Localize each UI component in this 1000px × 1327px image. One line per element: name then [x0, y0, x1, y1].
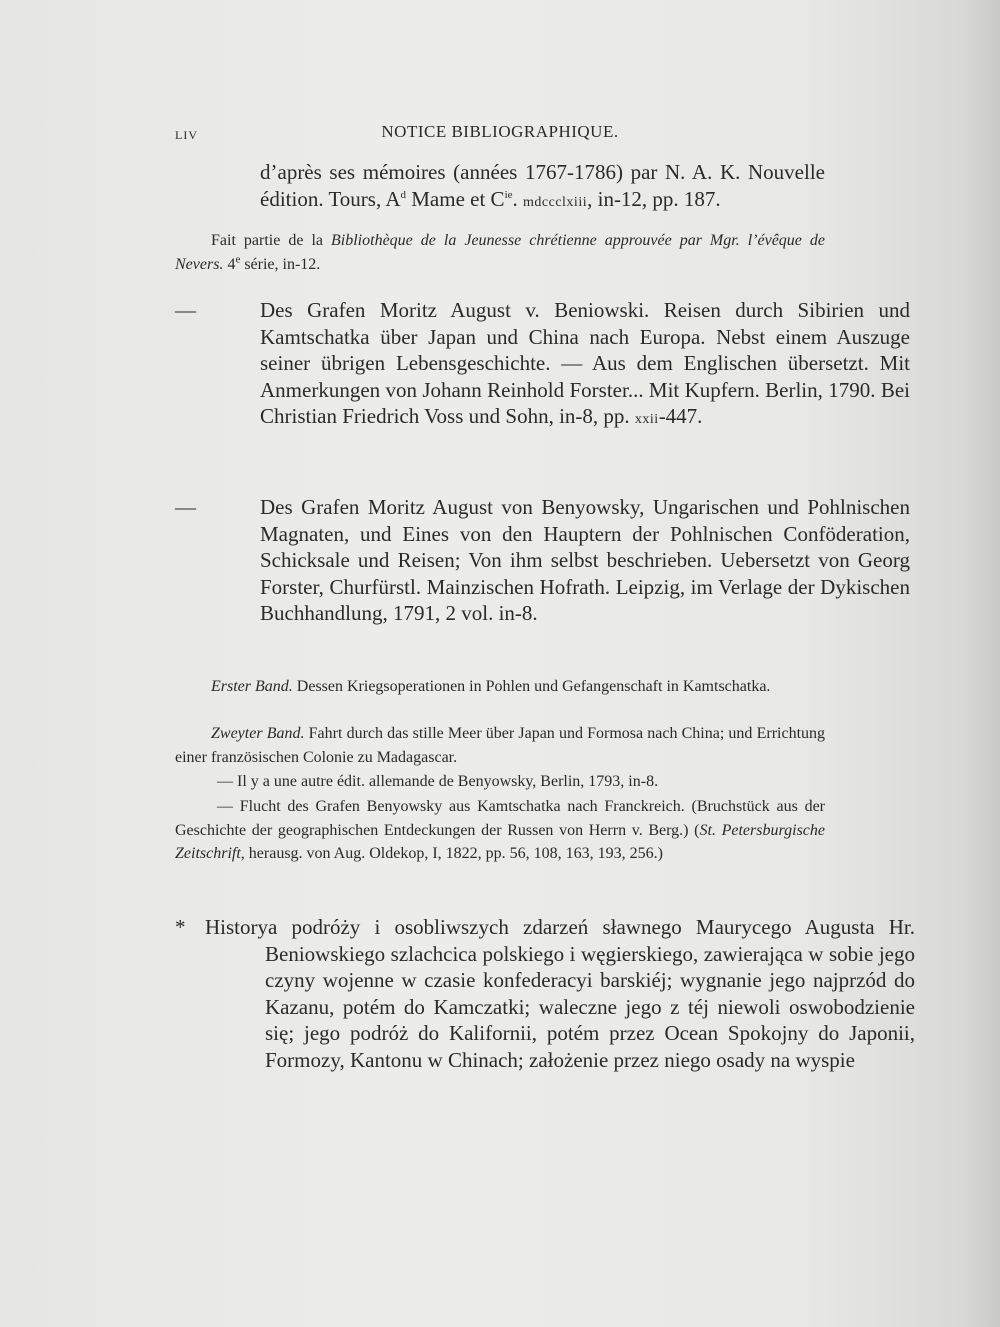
entry1-continuation: d’après ses mémoires (années 1767-1786) par N. A. K. Nouvelle édition. Tours, $A^d$ Mame et $C^{ie}$. mdccclxiii, in-12, pp. 187. — [260, 160, 825, 211]
page-number: LIV — [175, 128, 198, 142]
running-title: NOTICE BIBLIOGRAPHIQUE. — [381, 122, 619, 141]
entry3-volume2: Zweyter Band. Fahrt durch das stille Meer über Japan und Formosa nach China; und Errichtung einer französischen Colonie zu Madagascar. — [175, 725, 826, 766]
entry3-note-flucht: — Flucht des Grafen Benyowsky aus Kamtschatka nach Franckreich. (Bruchstück aus der Geschichte der geographischen Entdeckungen der Russen von Herrn v. Berg.) (St. Petersburgische Zeitschrift, herausg. von Aug. Oldekop, I, 1822, pp. 56, 108, 163, 193, 256.) — [175, 798, 825, 862]
entry2-beniowski-1790: — Des Grafen Moritz August v. Beniowski. Reisen durch Sibirien und Kamtschatka über Japan und China nach Europa. Nebst einem Auszuge seiner übrigen Lebensgeschichte. — Aus dem Englischen übersetzt. Mit Anmerkungen von Johann Reinhold Forster... Mit Kupfern. Berlin, 1790. Bei Christian Friedrich Voss und Sohn, in-8, pp. xxii-447. — [175, 298, 910, 428]
page-header — [175, 122, 825, 146]
entry3-note-other-edition: — Il y a une autre édit. allemande de Benyowsky, Berlin, 1793, in-8. — [217, 773, 659, 790]
entry3-benyowsky-1791: — Des Grafen Moritz August von Benyowsky, Ungarischen und Pohlnischen Magnaten, und Eines von den Hauptern der Pohlnischen Conföderation, Schicksale und Reisen; Von ihm selbst beschrieben. Uebersetzt von Georg Forster, Churfürstl. Mainzischen Hofrath. Leipzig, im Verlage der Dykischen Buchhandlung, 1791, 2 vol. in-8. — [175, 495, 910, 625]
entry4-historya-podrozy: * Historya podróży i osobliwszych zdarzeń sławnego Maurycego Augusta Hr. Beniowskiego szlachcica polskiego i węgierskiego, zawierająca w sobie jego czyny wojenne w czasie konfederacyi barskiéj; wygnanie jego najprzód do Kazanu, potém do Kamczatki; waleczne jego z téj niewoli oswobodzienie się; jego podróż do Kalifornii, potém przez Ocean Spokojny do Japonii, Formozy, Kantonu w Chinach; założenie przez niego osady na wyspie — [175, 915, 915, 1072]
entry3-volume1: Erster Band. Dessen Kriegsoperationen in Pohlen und Gefangenschaft in Kamtschatka. — [211, 678, 771, 695]
entry1-note: Fait partie de la Bibliothèque de la Jeunesse chrétienne approuvée par Mgr. l’évêque de Nevers. 4e série, in-12. — [175, 232, 826, 273]
